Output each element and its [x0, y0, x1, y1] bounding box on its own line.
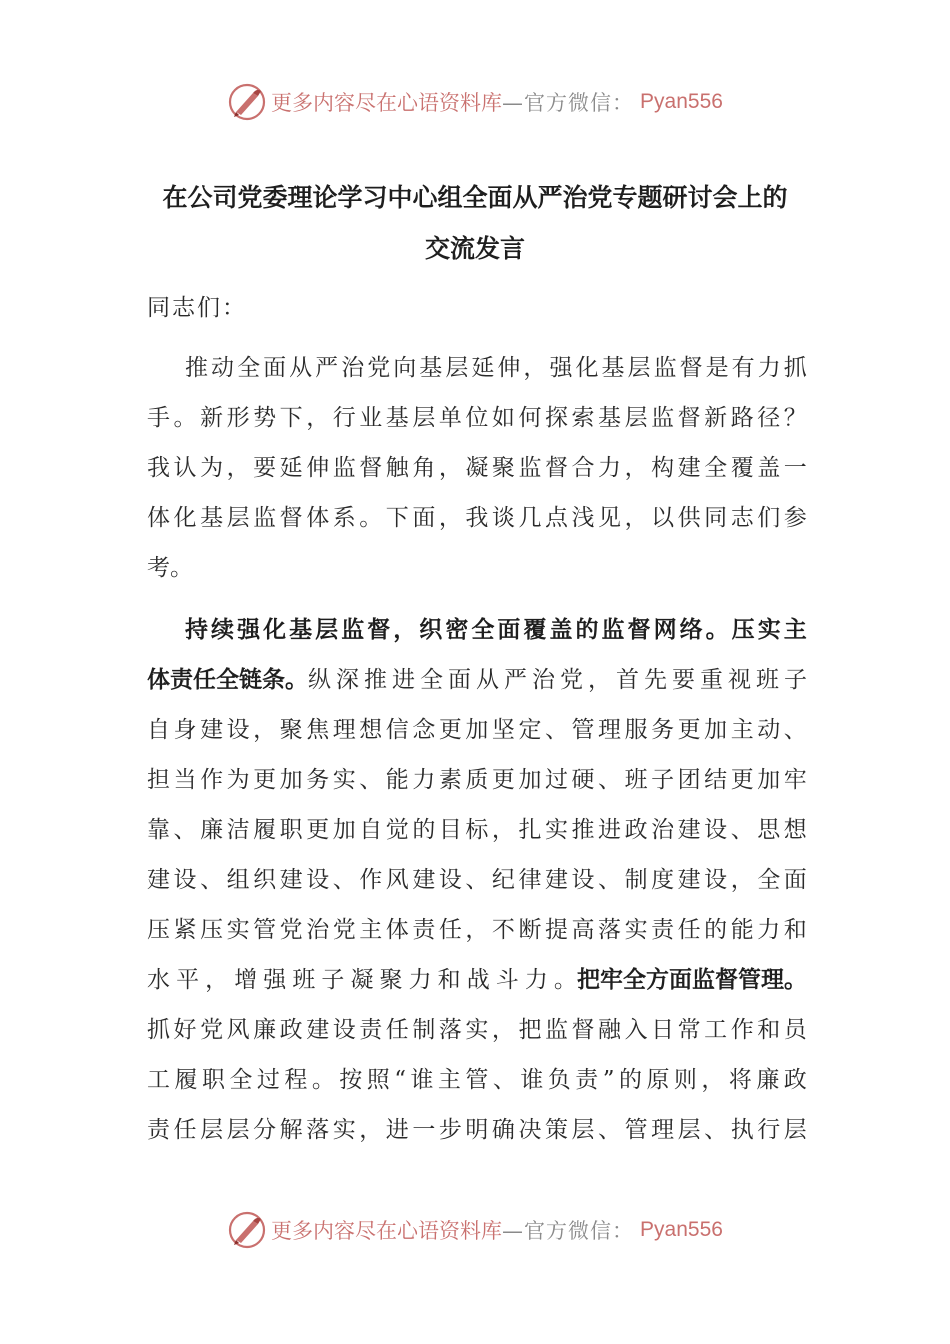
text-line: 自 身 建 设 ， 聚 焦 理 想 信 念 更 加 坚 定 、 管 理 服 务 更 加 主 动 、: [147, 717, 807, 743]
text-line: 推 动 全 面 从 严 治 党 向 基 层 延 伸 ， 强 化 基 层 监 督 是 有 力 抓: [185, 355, 807, 381]
footer-watermark: [0, 1208, 950, 1252]
document-title-line-1: 在公司党委理论学习中心组全面从严治党专题研讨会上的: [162, 183, 788, 212]
watermark-id-text: Pyan556: [640, 1218, 723, 1241]
bold-heading: 体责任全链条。: [147, 667, 308, 693]
text-line: 考。: [147, 555, 193, 581]
document-title-line-2: 交流发言: [424, 234, 525, 263]
text-segment: 纵 深 推 进 全 面 从 严 治 党 ， 首 先 要 重 视 班 子: [308, 667, 807, 693]
watermark-brand-text: 更多内容尽在心语资料库: [271, 91, 503, 115]
text-line: [147, 955, 807, 1005]
text-line: [147, 655, 807, 705]
text-line: 靠 、 廉 洁 履 职 更 加 自 觉 的 目 标 ， 扎 实 推 进 政 治 建 设 、 思 想: [147, 817, 807, 843]
pen-nib-logo-icon: [227, 1210, 267, 1250]
text-line: 持 续 强 化 基 层 监 督 ， 织 密 全 面 覆 盖 的 监 督 网 络 。 压 实 主: [185, 617, 807, 643]
text-line: 责 任 层 层 分 解 落 实 ， 进 一 步 明 确 决 策 层 、 管 理 层 、 执 行 层: [147, 1117, 807, 1143]
watermark-brand-text: 更多内容尽在心语资料库: [271, 1219, 503, 1243]
text-line: 手 。 新 形 势 下 ， 行 业 基 层 单 位 如 何 探 索 基 层 监 督 新 路 径 ？: [147, 405, 807, 431]
text-line: 压 紧 压 实 管 党 治 党 主 体 责 任 ， 不 断 提 高 落 实 责 任 的 能 力 和: [147, 917, 807, 943]
watermark-id-text: Pyan556: [640, 90, 723, 113]
salutation: 同志们：: [147, 295, 247, 321]
pen-nib-logo-icon: [227, 82, 267, 122]
text-line: 工 履 职 全 过 程 。 按 照 “ 谁 主 管 、 谁 负 责 ” 的 原 则 ， 将 廉 政: [147, 1067, 807, 1093]
bold-heading: 把牢全方面监督管理。: [577, 967, 807, 993]
watermark-dash-text: —官方微信：: [502, 1219, 635, 1243]
text-line: 体 化 基 层 监 督 体 系 。 下 面 ， 我 谈 几 点 浅 见 ， 以 供 同 志 们 参: [147, 505, 807, 531]
watermark-dash-text: —官方微信：: [502, 91, 635, 115]
text-line: 我 认 为 ， 要 延 伸 监 督 触 角 ， 凝 聚 监 督 合 力 ， 构 建 全 覆 盖 一: [147, 455, 807, 481]
text-line: 担 当 作 为 更 加 务 实 、 能 力 素 质 更 加 过 硬 、 班 子 团 结 更 加 牢: [147, 767, 807, 793]
text-segment: 水 平 ， 增 强 班 子 凝 聚 力 和 战 斗 力 。: [147, 967, 577, 993]
header-watermark: [0, 80, 950, 124]
text-line: 抓 好 党 风 廉 政 建 设 责 任 制 落 实 ， 把 监 督 融 入 日 常 工 作 和 员: [147, 1017, 807, 1043]
text-line: 建 设 、 组 织 建 设 、 作 风 建 设 、 纪 律 建 设 、 制 度 建 设 ， 全 面: [147, 867, 807, 893]
